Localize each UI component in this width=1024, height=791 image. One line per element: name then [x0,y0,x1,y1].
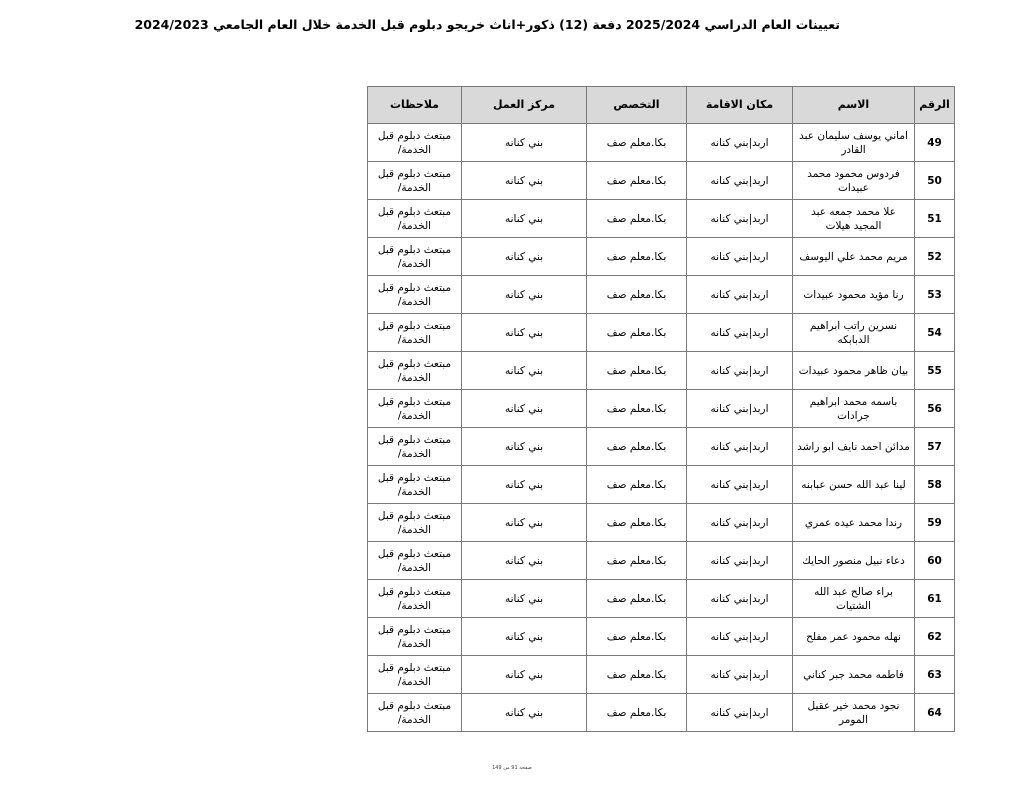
table-row [368,390,955,428]
cell-specialty: بكا.معلم صف [587,162,687,200]
cell-residence: اربد|بني كنانه [687,200,793,238]
table-row [368,238,955,276]
cell-workplace: بني كنانه [462,238,587,276]
cell-notes: مبتعث دبلوم قبل الخدمة/ [368,276,462,314]
cell-notes: مبتعث دبلوم قبل الخدمة/ [368,694,462,732]
cell-name: مدائن احمد نايف ابو راشد [793,428,915,466]
cell-name: علا محمد جمعه عبد المجيد هيلات [793,200,915,238]
cell-num: 59 [915,504,955,542]
table-header-row [368,87,955,124]
cell-workplace: بني كنانه [462,694,587,732]
header-notes: ملاحظات [368,87,462,124]
cell-workplace: بني كنانه [462,542,587,580]
cell-num: 54 [915,314,955,352]
cell-specialty: بكا.معلم صف [587,238,687,276]
cell-residence: اربد|بني كنانه [687,580,793,618]
appointments-table [367,86,955,732]
header-name: الاسم [793,87,915,124]
cell-residence: اربد|بني كنانه [687,504,793,542]
cell-specialty: بكا.معلم صف [587,314,687,352]
table-row [368,276,955,314]
cell-workplace: بني كنانه [462,352,587,390]
cell-num: 60 [915,542,955,580]
cell-specialty: بكا.معلم صف [587,542,687,580]
cell-name: نجود محمد خير عقيل المومر [793,694,915,732]
cell-residence: اربد|بني كنانه [687,428,793,466]
cell-num: 57 [915,428,955,466]
cell-num: 56 [915,390,955,428]
cell-workplace: بني كنانه [462,618,587,656]
cell-residence: اربد|بني كنانه [687,466,793,504]
cell-workplace: بني كنانه [462,124,587,162]
table-body [368,124,955,732]
page-footer: صفحة 91 من 149 [492,765,532,771]
table-row [368,428,955,466]
cell-workplace: بني كنانه [462,390,587,428]
cell-name: نهله محمود عمر مفلح [793,618,915,656]
cell-specialty: بكا.معلم صف [587,466,687,504]
cell-notes: مبتعث دبلوم قبل الخدمة/ [368,504,462,542]
table-row [368,352,955,390]
cell-specialty: بكا.معلم صف [587,276,687,314]
cell-name: رندا محمد عيده عمري [793,504,915,542]
cell-name: براء صالح عبد الله الشتيات [793,580,915,618]
cell-notes: مبتعث دبلوم قبل الخدمة/ [368,390,462,428]
cell-residence: اربد|بني كنانه [687,352,793,390]
cell-notes: مبتعث دبلوم قبل الخدمة/ [368,124,462,162]
cell-num: 52 [915,238,955,276]
cell-workplace: بني كنانه [462,314,587,352]
cell-name: فاطمه محمد جبر كناني [793,656,915,694]
cell-name: فردوس محمود محمد عبيدات [793,162,915,200]
cell-notes: مبتعث دبلوم قبل الخدمة/ [368,428,462,466]
cell-num: 49 [915,124,955,162]
header-workplace: مركز العمل [462,87,587,124]
cell-notes: مبتعث دبلوم قبل الخدمة/ [368,580,462,618]
cell-specialty: بكا.معلم صف [587,124,687,162]
cell-name: رنا مؤيد محمود عبيدات [793,276,915,314]
cell-name: نسرين راتب ابراهيم الدبابكه [793,314,915,352]
cell-workplace: بني كنانه [462,162,587,200]
header-num: الرقم [915,87,955,124]
cell-residence: اربد|بني كنانه [687,276,793,314]
cell-residence: اربد|بني كنانه [687,238,793,276]
table-row [368,580,955,618]
cell-num: 58 [915,466,955,504]
page-title: تعيينات العام الدراسي 2025/2024 دفعة (12) ذكور+اناث خريجو دبلوم قبل الخدمة خلال العام الجامعي 2024/2023 [134,17,840,32]
table-row [368,200,955,238]
cell-specialty: بكا.معلم صف [587,694,687,732]
table-row [368,504,955,542]
cell-workplace: بني كنانه [462,200,587,238]
cell-workplace: بني كنانه [462,656,587,694]
cell-workplace: بني كنانه [462,428,587,466]
cell-notes: مبتعث دبلوم قبل الخدمة/ [368,618,462,656]
table-row [368,656,955,694]
cell-num: 64 [915,694,955,732]
cell-num: 51 [915,200,955,238]
cell-name: باسمه محمد ابراهيم جرادات [793,390,915,428]
table-row [368,162,955,200]
cell-residence: اربد|بني كنانه [687,694,793,732]
cell-specialty: بكا.معلم صف [587,352,687,390]
cell-num: 55 [915,352,955,390]
cell-num: 63 [915,656,955,694]
cell-notes: مبتعث دبلوم قبل الخدمة/ [368,162,462,200]
table-row [368,124,955,162]
cell-workplace: بني كنانه [462,276,587,314]
table-row [368,618,955,656]
cell-residence: اربد|بني كنانه [687,390,793,428]
cell-workplace: بني كنانه [462,504,587,542]
cell-name: بيان ظاهر محمود عبيدات [793,352,915,390]
table-row [368,694,955,732]
cell-specialty: بكا.معلم صف [587,200,687,238]
cell-specialty: بكا.معلم صف [587,580,687,618]
cell-name: مريم محمد علي اليوسف [793,238,915,276]
cell-specialty: بكا.معلم صف [587,618,687,656]
header-specialty: التخصص [587,87,687,124]
cell-residence: اربد|بني كنانه [687,124,793,162]
cell-notes: مبتعث دبلوم قبل الخدمة/ [368,656,462,694]
cell-num: 53 [915,276,955,314]
cell-notes: مبتعث دبلوم قبل الخدمة/ [368,200,462,238]
cell-notes: مبتعث دبلوم قبل الخدمة/ [368,238,462,276]
cell-name: اماني يوسف سليمان عبد القادر [793,124,915,162]
header-residence: مكان الاقامة [687,87,793,124]
cell-notes: مبتعث دبلوم قبل الخدمة/ [368,314,462,352]
cell-name: دعاء نبيل منصور الحايك [793,542,915,580]
cell-num: 50 [915,162,955,200]
cell-residence: اربد|بني كنانه [687,314,793,352]
cell-workplace: بني كنانه [462,580,587,618]
cell-specialty: بكا.معلم صف [587,504,687,542]
cell-workplace: بني كنانه [462,466,587,504]
cell-residence: اربد|بني كنانه [687,618,793,656]
cell-notes: مبتعث دبلوم قبل الخدمة/ [368,352,462,390]
cell-notes: مبتعث دبلوم قبل الخدمة/ [368,466,462,504]
cell-num: 62 [915,618,955,656]
cell-notes: مبتعث دبلوم قبل الخدمة/ [368,542,462,580]
cell-residence: اربد|بني كنانه [687,656,793,694]
table-row [368,314,955,352]
cell-name: لينا عبد الله حسن عبابنه [793,466,915,504]
cell-specialty: بكا.معلم صف [587,390,687,428]
cell-num: 61 [915,580,955,618]
cell-specialty: بكا.معلم صف [587,428,687,466]
cell-residence: اربد|بني كنانه [687,162,793,200]
cell-specialty: بكا.معلم صف [587,656,687,694]
table-row [368,466,955,504]
table-row [368,542,955,580]
cell-residence: اربد|بني كنانه [687,542,793,580]
